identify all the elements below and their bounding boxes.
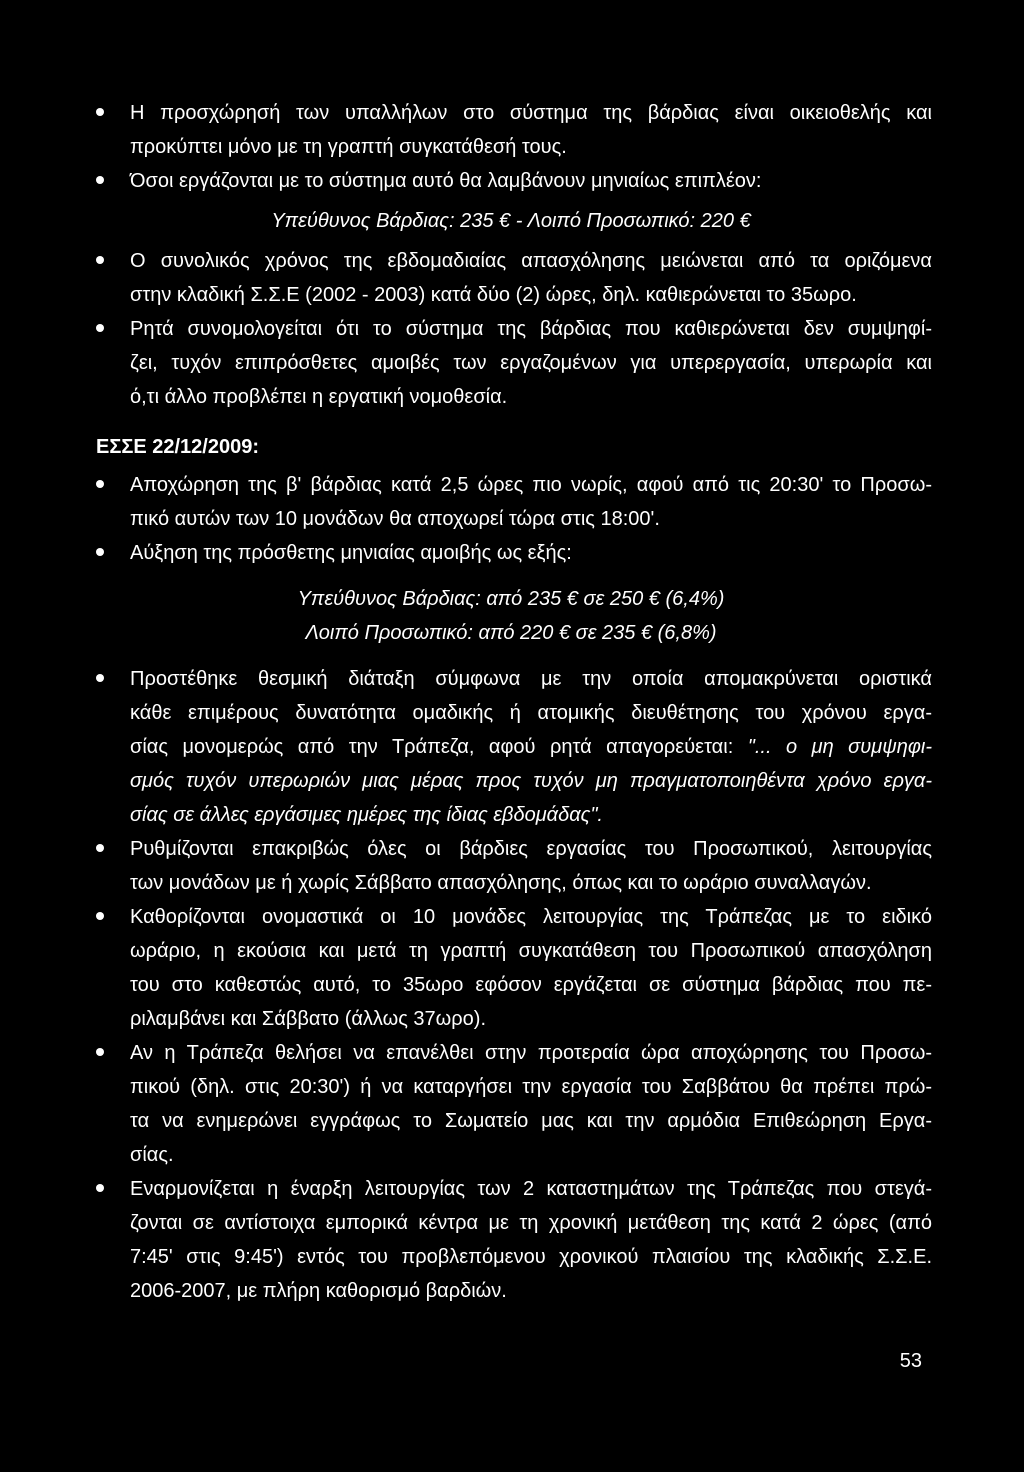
text-line: 7:45' στις 9:45') εντός του προβλεπόμενου χρονικού πλαισίου της κλαδικής Σ.Σ.Ε. — [130, 1246, 932, 1268]
allowance-amounts: Υπεύθυνος Βάρδιας: 235 € - Λοιπό Προσωπικό: 220 € — [271, 210, 751, 232]
text-line — [130, 730, 932, 764]
allowance-line-shift-manager: Υπεύθυνος Βάρδιας: από 235 € σε 250 € (6,4%) — [297, 588, 725, 610]
text-line: Ο συνολικός χρόνος της εβδομαδιαίας απασχόλησης μειώνεται από τα οριζόμενα — [130, 250, 932, 272]
text-line: Ρητά συνομολογείται ότι το σύστημα της βάρδιας που καθιερώνεται δεν συμψηφί- — [130, 318, 932, 340]
text-line: Εναρμονίζεται η έναρξη λειτουργίας των 2 καταστημάτων της Τράπεζας που στεγά- — [130, 1178, 932, 1200]
text-line: Καθορίζονται ονομαστικά οι 10 μονάδες λειτουργίας της Τράπεζας με το ειδικό — [130, 906, 932, 928]
text-line: Αν η Τράπεζα θελήσει να επανέλθει στην προτεραία ώρα αποχώρησης του Προσω- — [130, 1042, 932, 1064]
list-item — [0, 468, 1024, 536]
text-line: στην κλαδική Σ.Σ.Ε (2002 - 2003) κατά δύο (2) ώρες, δηλ. καθιερώνεται το 35ωρο. — [130, 284, 857, 306]
list-item — [0, 96, 1024, 164]
text-line: Αποχώρηση της β' βάρδιας κατά 2,5 ώρες πιο νωρίς, αφού από τις 20:30' το Προσω- — [130, 474, 932, 496]
text-line: κάθε επιμέρους δυνατότητα ομαδικής ή ατομικής διευθέτησης του χρόνου εργα- — [130, 702, 932, 724]
section-esse-2009 — [0, 430, 1024, 1308]
list-item — [0, 900, 1024, 1036]
text-line: σίας. — [130, 1144, 174, 1166]
text-line: του στο καθεστώς αυτό, το 35ωρο εφόσον εργάζεται σε σύστημα βάρδιας που πε- — [130, 974, 932, 996]
section-heading: ΕΣΣΕ 22/12/2009: — [96, 436, 259, 458]
list-item — [0, 832, 1024, 900]
list-item — [0, 536, 1024, 662]
text-line: ζει, τυχόν επιπρόσθετες αμοιβές των εργαζομένων για υπερεργασία, υπερωρία και — [130, 352, 932, 374]
section-shift-terms — [0, 96, 1024, 414]
text-line: 2006-2007, με πλήρη καθορισμό βαρδιών. — [130, 1280, 507, 1302]
bullet-list — [0, 96, 1024, 414]
text-line: ό,τι άλλο προβλέπει η εργατική νομοθεσία. — [130, 386, 508, 408]
text-line: Η προσχώρησή των υπαλλήλων στο σύστημα της βάρδιας είναι οικειοθελής και — [130, 102, 932, 124]
text-line: Όσοι εργάζονται με το σύστημα αυτό θα λαμβάνουν μηνιαίως επιπλέον: — [130, 170, 762, 192]
text-line: Αύξηση της πρόσθετης μηνιαίας αμοιβής ως εξής: — [130, 542, 572, 564]
list-item — [0, 164, 1024, 244]
list-item — [0, 244, 1024, 312]
text-line: ζονται σε αντίστοιχα εμπορικά κέντρα με τη χρονική μετάθεση της κατά 2 ώρες (από — [130, 1212, 932, 1234]
quoted-text: "... ο μη συμψηφι- — [747, 736, 932, 758]
list-item — [0, 1172, 1024, 1308]
text-line: προκύπτει μόνο με τη γραπτή συγκατάθεσή τους. — [130, 136, 567, 158]
text-segment: σίας μονομερώς από την Τράπεζα, αφού ρητά απαγορεύεται: — [130, 736, 748, 758]
bullet-list — [0, 468, 1024, 1308]
page-number: 53 — [899, 1350, 922, 1372]
text-line: Προστέθηκε θεσμική διάταξη σύμφωνα με την οποία απομακρύνεται οριστικά — [130, 668, 932, 690]
quoted-text: σίας σε άλλες εργάσιμες ημέρες της ίδιας εβδομάδας". — [130, 804, 603, 826]
list-item — [0, 312, 1024, 414]
text-line: τα να ενημερώνει εγγράφως το Σωματείο μας και την αρμόδια Επιθεώρηση Εργα- — [130, 1110, 932, 1132]
text-line: ριλαμβάνει και Σάββατο (άλλως 37ωρο). — [130, 1008, 487, 1030]
list-item — [0, 1036, 1024, 1172]
quoted-text: σμός τυχόν υπερωριών μιας μέρας προς τυχόν μη πραγματοποιηθέντα χρόνο εργα- — [130, 770, 932, 792]
text-line: των μονάδων με ή χωρίς Σάββατο απασχόλησης, όπως και το ωράριο συναλλαγών. — [130, 872, 872, 894]
allowance-line-other-staff: Λοιπό Προσωπικό: από 220 € σε 235 € (6,8%) — [305, 622, 717, 644]
text-line: ωράριο, η εκούσια και μετά τη γραπτή συγκατάθεση του Προσωπικού απασχόληση — [130, 940, 932, 962]
list-item — [0, 662, 1024, 832]
text-line: πικό αυτών των 10 μονάδων θα αποχωρεί τώρα στις 18:00'. — [130, 508, 660, 530]
text-line: πικού (δηλ. στις 20:30') ή να καταργήσει την εργασία του Σαββάτου θα πρέπει πρώ- — [130, 1076, 932, 1098]
text-line: Ρυθμίζονται επακριβώς όλες οι βάρδιες εργασίας του Προσωπικού, λειτουργίας — [130, 838, 932, 860]
